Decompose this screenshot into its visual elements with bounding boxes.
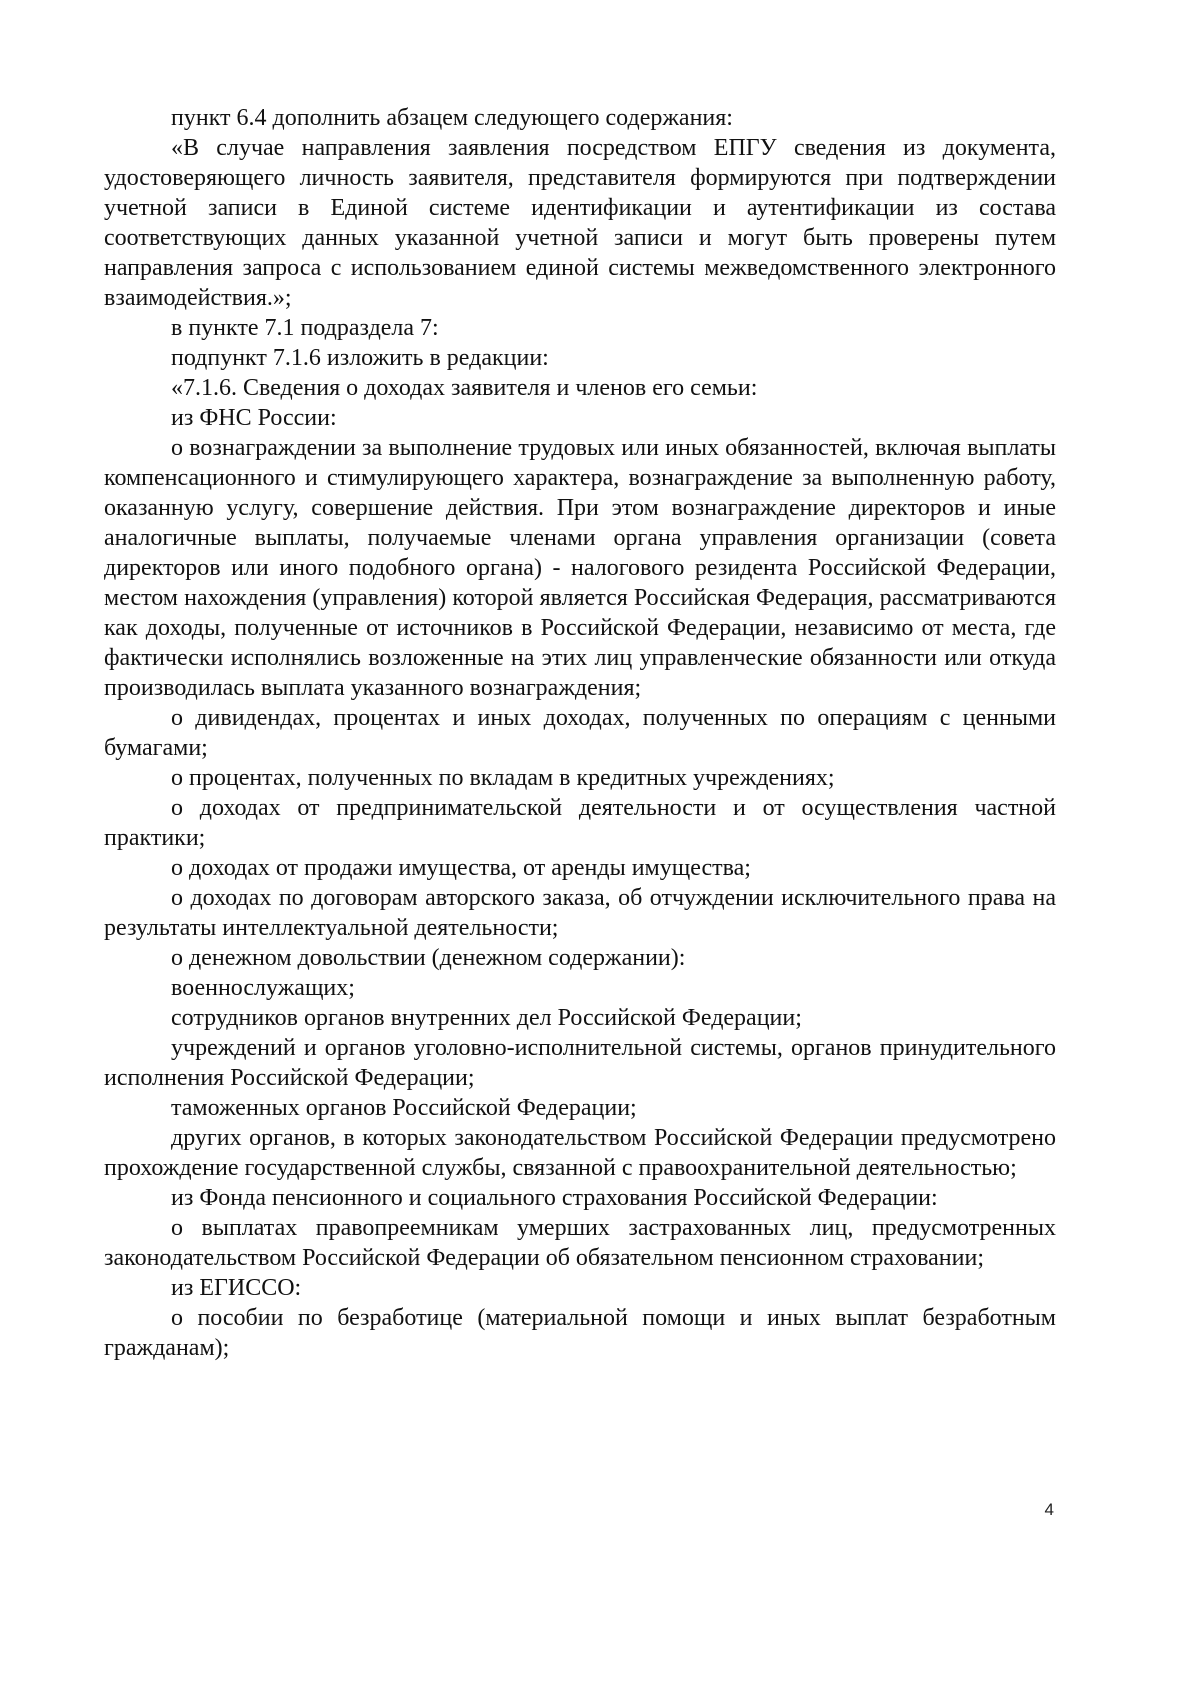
paragraph: о дивидендах, процентах и иных доходах, полученных по операциям с ценными бумагами; <box>104 705 1056 761</box>
paragraph: о пособии по безработице (материальной помощи и иных выплат безработным гражданам); <box>104 1305 1056 1361</box>
paragraph: пункт 6.4 дополнить абзацем следующего содержания: <box>171 105 733 131</box>
paragraph: о денежном довольствии (денежном содержании): <box>171 945 686 971</box>
paragraph: «7.1.6. Сведения о доходах заявителя и членов его семьи: <box>171 375 758 401</box>
paragraph: учреждений и органов уголовно-исполнительной системы, органов принудительного исполнения Российской Федерации; <box>104 1035 1056 1091</box>
paragraph: подпункт 7.1.6 изложить в редакции: <box>171 345 549 371</box>
paragraph: таможенных органов Российской Федерации; <box>171 1095 637 1121</box>
paragraph: сотрудников органов внутренних дел Российской Федерации; <box>171 1005 802 1031</box>
paragraph: из ФНС России: <box>171 405 337 431</box>
paragraph: других органов, в которых законодательством Российской Федерации предусмотрено прохождение государственной службы, связанной с правоохранительной деятельностью; <box>104 1125 1056 1181</box>
paragraph: о доходах по договорам авторского заказа, об отчуждении исключительного права на результаты интеллектуальной деятельности; <box>104 885 1056 941</box>
paragraph: о доходах от предпринимательской деятельности и от осуществления частной практики; <box>104 795 1056 851</box>
document-body <box>104 103 1056 1363</box>
paragraph: о доходах от продажи имущества, от аренды имущества; <box>171 855 751 881</box>
paragraph: в пункте 7.1 подраздела 7: <box>171 315 439 341</box>
paragraph: «В случае направления заявления посредством ЕПГУ сведения из документа, удостоверяющего личность заявителя, представителя формируются при подтверждении учетной записи в Единой системе идентификации и аутентификации из состава соответствующих данных указанной учетной записи и могут быть проверены путем направления запроса с использованием единой системы межведомственного электронного взаимодействия.»; <box>104 135 1056 311</box>
paragraph: о выплатах правопреемникам умерших застрахованных лиц, предусмотренных законодательством Российской Федерации об обязательном пенсионном страховании; <box>104 1215 1056 1271</box>
paragraph: военнослужащих; <box>171 975 355 1001</box>
page-number: 4 <box>1044 1500 1054 1519</box>
paragraph: из ЕГИССО: <box>171 1275 302 1301</box>
paragraph: о процентах, полученных по вкладам в кредитных учреждениях; <box>171 765 835 791</box>
paragraph: из Фонда пенсионного и социального страхования Российской Федерации: <box>171 1185 938 1211</box>
paragraph: о вознаграждении за выполнение трудовых или иных обязанностей, включая выплаты компенсационного и стимулирующего характера, вознаграждение за выполненную работу, оказанную услугу, совершение действия. При этом вознаграждение директоров и иные аналогичные выплаты, получаемые членами органа управления организации (совета директоров или иного подобного органа) - налогового резидента Российской Федерации, местом нахождения (управления) которой является Российская Федерация, рассматриваются как доходы, полученные от источников в Российской Федерации, независимо от места, где фактически исполнялись возложенные на этих лиц управленческие обязанности или откуда производилась выплата указанного вознаграждения; <box>104 435 1056 701</box>
